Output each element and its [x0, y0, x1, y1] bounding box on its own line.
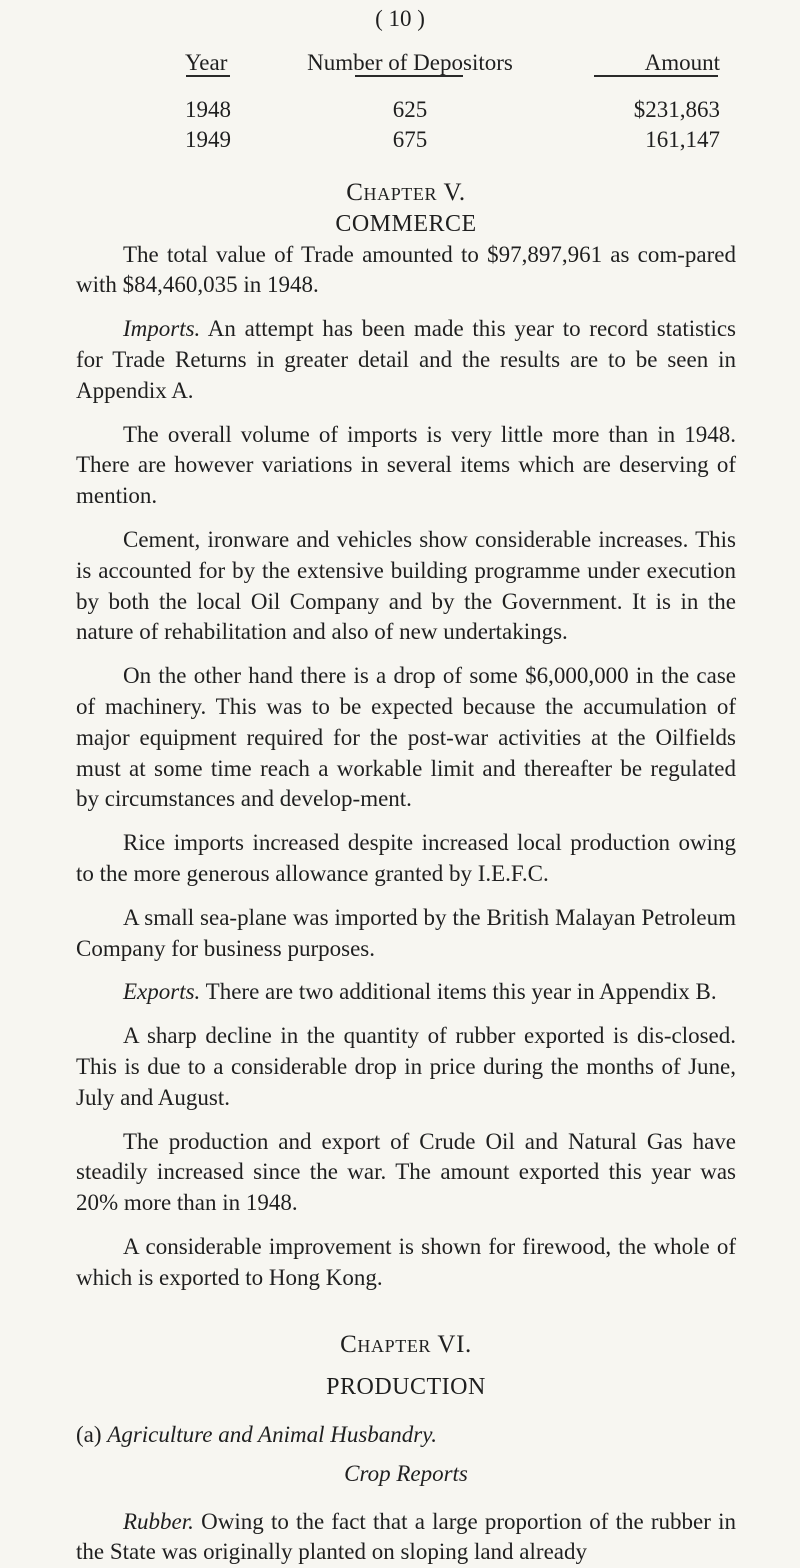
paragraph: The overall volume of imports is very little more than in 1948. There are however variations in several items which are deserving of mention.	[76, 421, 736, 509]
subsection-title: Agriculture and Animal Husbandry.	[107, 1422, 437, 1448]
crop-reports-heading: Crop Reports	[344, 1460, 468, 1486]
paragraph: On the other hand there is a drop of some $6,000,000 in the case of machinery. This was to be expected because the accumulation of major equipment required for the post-war activities at the Oilfields must at some time reach a workable limit and thereafter be regulated by circumstances and develop-ment.	[76, 663, 736, 812]
paragraph-text: An attempt has been made this year to record statistics for Trade Returns in greater detail and the results are to be seen in Appendix A.	[76, 316, 736, 403]
table-cell-year: 1948	[185, 97, 231, 122]
paragraph	[76, 314, 736, 406]
table-header-depositors: Number of Depositors	[307, 50, 513, 75]
paragraph-text: Owing to the fact that a large proportion of the rubber in the State was originally planted on sloping land already	[76, 1508, 737, 1565]
paragraph-run-in-heading: Imports.	[123, 316, 201, 342]
document-body	[76, 178, 736, 1568]
table-header-rules	[0, 75, 800, 79]
table-header-amount: Amount	[644, 50, 720, 75]
paragraph: A small sea-plane was imported by the British Malayan Petroleum Company for business purposes.	[76, 904, 736, 961]
chapter-5-label: Chapter V.	[346, 179, 466, 206]
paragraph-run-in-heading: Exports.	[123, 979, 201, 1005]
paragraph: A sharp decline in the quantity of rubber exported is dis-closed. This is due to a considerable drop in price during the months of June, July and August.	[76, 1023, 736, 1110]
chapter-6-label: Chapter VI.	[340, 1330, 472, 1358]
paragraph: The total value of Trade amounted to $97,897,961 as com-pared with $84,460,035 in 1948.	[76, 241, 736, 298]
paragraph: The production and export of Crude Oil and Natural Gas have steadily increased since the war. The amount exported this year was 20% more than in 1948.	[76, 1128, 736, 1216]
table-row	[0, 97, 800, 131]
paragraph: A considerable improvement is shown for firewood, the whole of which is exported to Hong Kong.	[76, 1233, 736, 1290]
paragraph: Rice imports increased despite increased local production owing to the more generous allowance granted by I.E.F.C.	[76, 830, 736, 886]
page-number: ( 10 )	[375, 6, 425, 31]
paragraph	[76, 1507, 736, 1568]
chapter-6-title: PRODUCTION	[326, 1374, 486, 1401]
table-cell-depositors: 625	[392, 97, 428, 122]
table-cell-year: 1949	[185, 127, 231, 152]
subsection-marker: (a)	[76, 1422, 102, 1448]
table-header-year: Year	[185, 50, 228, 75]
table-cell-depositors: 675	[392, 127, 428, 152]
subsection-heading	[76, 1420, 736, 1451]
table-cell-amount: 161,147	[645, 127, 720, 152]
chapter-5-title: COMMERCE	[335, 210, 477, 237]
paragraph	[76, 977, 736, 1008]
paragraph-run-in-heading: Rubber.	[123, 1508, 194, 1534]
paragraph-text: There are two additional items this year in Appendix B.	[205, 979, 717, 1005]
paragraph: Cement, ironware and vehicles show considerable increases. This is accounted for by the extensive building programme under execution by both the local Oil Company and by the Government. It is in the nature of rehabilitation and also of new undertakings.	[76, 526, 736, 645]
table-cell-amount: $231,863	[633, 97, 720, 122]
table-row	[0, 127, 800, 161]
